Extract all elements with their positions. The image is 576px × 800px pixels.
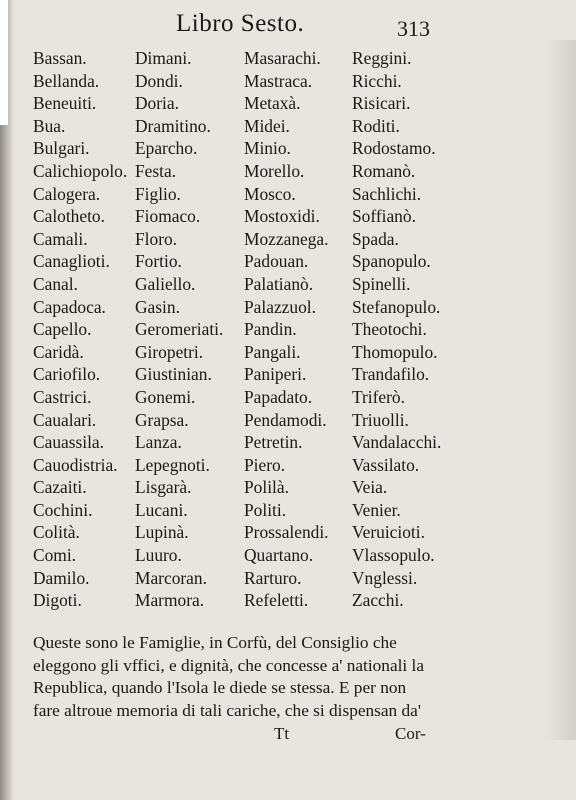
surname-entry: Floro. <box>135 228 178 249</box>
surname-entry: Gasin. <box>135 296 180 317</box>
surname-entry: Cauassila. <box>33 432 104 453</box>
surname-entry: Festa. <box>135 160 177 181</box>
surname-entry: Lucani. <box>135 499 188 520</box>
surname-entry: Geromeriati. <box>135 319 224 340</box>
surname-entry: Mastraca. <box>244 70 313 91</box>
surname-entry: Calichiopolo. <box>33 160 128 181</box>
surname-entry: Bulgari. <box>33 138 90 159</box>
surname-entry: Colità. <box>33 522 80 543</box>
surname-entry: Zacchi. <box>352 590 404 611</box>
surname-entry: Refeletti. <box>244 590 309 611</box>
surname-entry: Calotheto. <box>33 206 105 227</box>
paragraph-line: Republica, quando l'Isola le diede se stessa. E per non <box>33 678 407 698</box>
surname-entry: Politi. <box>244 499 287 520</box>
surname-entry: Pangali. <box>244 341 301 362</box>
surname-entry: Quartano. <box>244 545 314 566</box>
surname-entry: Paniperi. <box>244 364 307 385</box>
surname-entry: Sachlichi. <box>352 183 422 204</box>
surname-entry: Mozzanega. <box>244 228 329 249</box>
surname-entry: Gonemi. <box>135 386 196 407</box>
surname-entry: Minio. <box>244 138 291 159</box>
surname-entry: Canaglioti. <box>33 251 110 272</box>
surname-entry: Prossalendi. <box>244 522 329 543</box>
surname-entry: Cazaiti. <box>33 477 87 498</box>
surname-entry: Fiomaco. <box>135 206 201 227</box>
surname-entry: Vassilato. <box>352 454 420 475</box>
surname-entry: Castrici. <box>33 386 92 407</box>
surname-entry: Comi. <box>33 545 77 566</box>
surname-entry: Reggini. <box>352 48 412 68</box>
surname-entry: Dondi. <box>135 70 183 91</box>
surname-entry: Veia. <box>352 477 388 498</box>
surname-entry: Roditi. <box>352 115 400 136</box>
surname-entry: Pendamodi. <box>244 409 327 430</box>
signature-mark: Tt <box>274 724 290 743</box>
page-edge-shadow <box>546 40 576 740</box>
surname-entry: Canal. <box>33 273 78 294</box>
surname-entry: Stefanopulo. <box>352 296 441 317</box>
surname-entry: Camali. <box>33 228 88 249</box>
surname-entry: Cauodistria. <box>33 454 118 475</box>
paragraph-line: Queste sono le Famiglie, in Corfù, del Consiglio che <box>33 633 397 652</box>
surname-entry: Spada. <box>352 228 399 249</box>
surname-entry: Palazzuol. <box>244 296 316 317</box>
surname-entry: Petretin. <box>244 432 303 453</box>
paragraph-line: eleggono gli vffici, e dignità, che concesse a' nationali la <box>33 655 425 675</box>
surname-entry: Grapsa. <box>135 409 189 430</box>
surname-entry: Polilà. <box>244 477 289 498</box>
surname-entry: Theotochi. <box>352 319 427 340</box>
surname-list <box>33 47 473 612</box>
surname-entry: Vandalacchi. <box>352 432 442 453</box>
surname-entry: Rarturo. <box>244 567 302 588</box>
surname-entry: Papadato. <box>244 386 313 407</box>
surname-entry: Lisgarà. <box>135 477 192 498</box>
surname-entry: Trandafilo. <box>352 364 430 385</box>
surname-entry: Ricchi. <box>352 70 402 91</box>
surname-entry: Bua. <box>33 115 66 136</box>
surname-entry: Palatianò. <box>244 273 314 294</box>
surname-entry: Giustinian. <box>135 364 212 385</box>
surname-entry: Midei. <box>244 115 290 136</box>
surname-entry: Beneuiti. <box>33 93 97 114</box>
surname-entry: Cariofilo. <box>33 364 101 385</box>
page-header <box>0 10 576 42</box>
surname-entry: Mosco. <box>244 183 296 204</box>
surname-entry: Masarachi. <box>244 48 321 68</box>
surname-entry: Risicari. <box>352 93 411 114</box>
catchword: Cor- <box>395 724 426 743</box>
surname-entry: Giropetri. <box>135 341 204 362</box>
surname-entry: Luuro. <box>135 545 182 566</box>
surname-entry: Metaxà. <box>244 93 301 114</box>
surname-entry: Figlio. <box>135 183 181 204</box>
surname-entry: Bellanda. <box>33 70 100 91</box>
surname-entry: Triferò. <box>352 386 405 407</box>
surname-entry: Veruicioti. <box>352 522 425 543</box>
surname-entry: Capello. <box>33 319 92 340</box>
surname-entry: Triuolli. <box>352 409 409 430</box>
surname-entry: Digoti. <box>33 590 82 611</box>
surname-entry: Soffianò. <box>352 206 416 227</box>
surname-entry: Spanopulo. <box>352 251 431 272</box>
surname-entry: Caualari. <box>33 409 97 430</box>
surname-entry: Galiello. <box>135 273 196 294</box>
surname-entry: Dimani. <box>135 48 192 68</box>
surname-entry: Lupinà. <box>135 522 189 543</box>
surname-entry: Damilo. <box>33 567 90 588</box>
body-paragraph <box>33 632 463 722</box>
surname-entry: Bassan. <box>33 48 87 68</box>
surname-entry: Romanò. <box>352 160 416 181</box>
surname-entry: Pandin. <box>244 319 297 340</box>
surname-entry: Vnglessi. <box>352 567 418 588</box>
surname-entry: Capadoca. <box>33 296 106 317</box>
surname-entry: Dramitino. <box>135 115 211 136</box>
surname-entry: Doria. <box>135 93 179 114</box>
page-number: 313 <box>397 16 430 41</box>
page-footer <box>0 724 576 748</box>
surname-entry: Lepegnoti. <box>135 454 210 475</box>
surname-entry: Morello. <box>244 160 305 181</box>
surname-entry: Eparcho. <box>135 138 198 159</box>
surname-entry: Venier. <box>352 499 401 520</box>
surname-entry: Spinelli. <box>352 273 411 294</box>
surname-entry: Fortio. <box>135 251 182 272</box>
running-title: Libro Sesto. <box>176 10 305 37</box>
surname-entry: Cochini. <box>33 499 93 520</box>
surname-entry: Piero. <box>244 454 286 475</box>
paragraph-line: fare altroue memoria di tali cariche, che si dispensan da' <box>33 700 421 720</box>
surname-entry: Rodostamo. <box>352 138 436 159</box>
surname-entry: Vlassopulo. <box>352 545 435 566</box>
surname-entry: Marmora. <box>135 590 205 611</box>
surname-entry: Calogera. <box>33 183 101 204</box>
surname-entry: Mostoxidi. <box>244 206 320 227</box>
surname-entry: Marcoran. <box>135 567 207 588</box>
surname-entry: Caridà. <box>33 341 84 362</box>
surname-entry: Thomopulo. <box>352 341 438 362</box>
surname-entry: Lanza. <box>135 432 182 453</box>
surname-entry: Padouan. <box>244 251 309 272</box>
